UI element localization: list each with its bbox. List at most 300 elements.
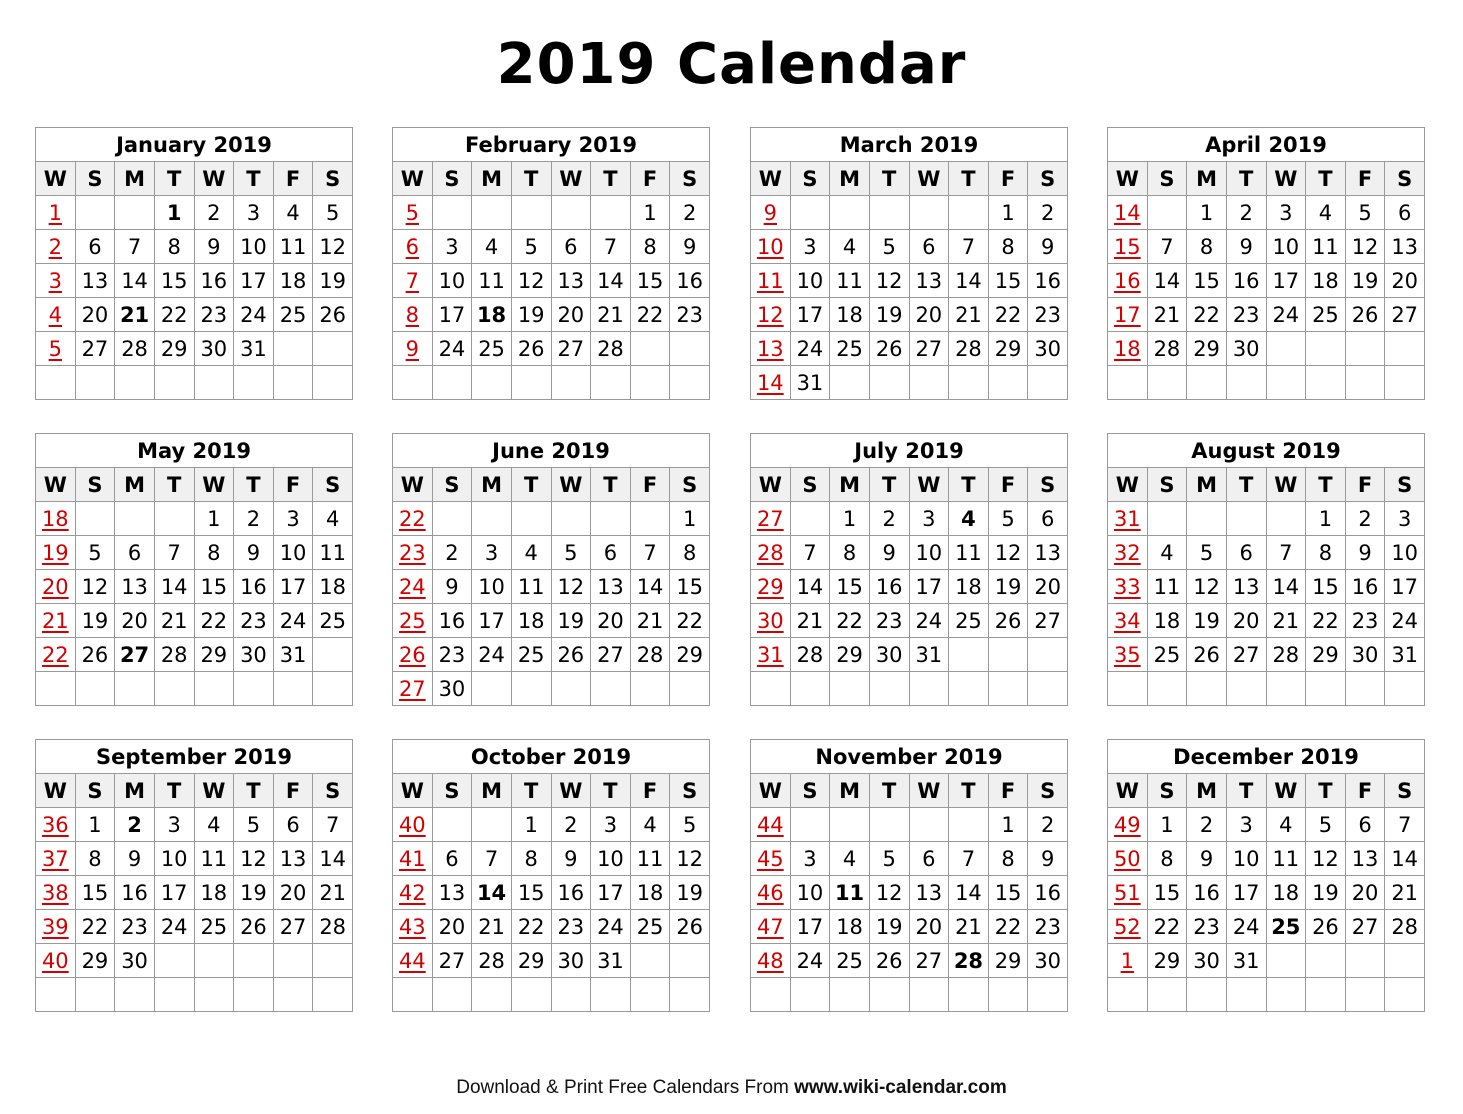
day-cell: 27 xyxy=(909,944,949,978)
week-number-link[interactable]: 34 xyxy=(1108,604,1148,638)
day-cell: 26 xyxy=(1306,910,1346,944)
weekday-header: S xyxy=(670,774,710,808)
day-cell: 8 xyxy=(1306,536,1346,570)
week-number-link xyxy=(751,978,791,1012)
day-cell: 14 xyxy=(790,570,830,604)
day-cell: 20 xyxy=(75,298,115,332)
day-cell: 29 xyxy=(511,944,551,978)
day-cell: 13 xyxy=(591,570,631,604)
week-row xyxy=(1108,876,1425,910)
day-cell: 19 xyxy=(313,264,353,298)
day-cell: 2 xyxy=(1187,808,1227,842)
day-cell xyxy=(511,502,551,536)
day-cell: 2 xyxy=(1028,808,1068,842)
week-number-link[interactable]: 18 xyxy=(36,502,76,536)
weekday-header: W xyxy=(909,162,949,196)
day-cell: 8 xyxy=(830,536,870,570)
week-number-link[interactable]: 38 xyxy=(36,876,76,910)
day-cell: 8 xyxy=(1147,842,1187,876)
day-cell: 4 xyxy=(511,536,551,570)
day-cell: 31 xyxy=(909,638,949,672)
week-row xyxy=(1108,842,1425,876)
day-cell: 5 xyxy=(1345,196,1385,230)
week-number-link[interactable]: 52 xyxy=(1108,910,1148,944)
day-cell: 15 xyxy=(75,876,115,910)
weekday-header: T xyxy=(591,774,631,808)
day-cell xyxy=(1266,978,1306,1012)
week-number-link[interactable]: 37 xyxy=(36,842,76,876)
day-cell: 3 xyxy=(154,808,194,842)
day-cell: 28 xyxy=(949,332,989,366)
day-cell: 14 xyxy=(949,876,989,910)
week-row xyxy=(1108,672,1425,706)
weekday-header: F xyxy=(273,162,313,196)
day-cell xyxy=(1028,978,1068,1012)
day-cell: 14 xyxy=(630,570,670,604)
weekday-header: M xyxy=(472,162,512,196)
day-cell: 30 xyxy=(551,944,591,978)
weekday-header: M xyxy=(115,774,155,808)
day-cell: 4 xyxy=(1147,536,1187,570)
day-cell xyxy=(670,672,710,706)
week-row xyxy=(36,536,353,570)
day-cell xyxy=(630,978,670,1012)
day-cell: 28 xyxy=(1147,332,1187,366)
day-cell: 25 xyxy=(1306,298,1346,332)
day-cell: 12 xyxy=(1187,570,1227,604)
weekday-header: W xyxy=(1266,468,1306,502)
day-cell: 9 xyxy=(1187,842,1227,876)
day-cell: 19 xyxy=(511,298,551,332)
day-cell: 3 xyxy=(472,536,512,570)
day-cell: 15 xyxy=(988,264,1028,298)
day-cell xyxy=(988,978,1028,1012)
week-number-link[interactable]: 51 xyxy=(1108,876,1148,910)
weekday-header: T xyxy=(1306,162,1346,196)
week-number-link[interactable]: 6 xyxy=(393,230,433,264)
week-number-link[interactable]: 33 xyxy=(1108,570,1148,604)
day-cell: 11 xyxy=(1306,230,1346,264)
day-cell: 21 xyxy=(790,604,830,638)
week-number-link[interactable]: 25 xyxy=(393,604,433,638)
month-calendar xyxy=(392,739,710,1012)
weekday-header: F xyxy=(630,162,670,196)
day-cell: 3 xyxy=(909,502,949,536)
week-number-header: W xyxy=(1108,774,1148,808)
day-cell xyxy=(790,672,830,706)
day-cell xyxy=(830,366,870,400)
day-cell xyxy=(75,502,115,536)
week-number-link[interactable]: 26 xyxy=(393,638,433,672)
week-row xyxy=(36,842,353,876)
day-cell: 3 xyxy=(790,842,830,876)
day-cell: 13 xyxy=(273,842,313,876)
day-cell xyxy=(115,502,155,536)
day-cell: 10 xyxy=(472,570,512,604)
day-cell: 25 xyxy=(830,332,870,366)
week-number-link[interactable]: 41 xyxy=(393,842,433,876)
week-number-link[interactable]: 44 xyxy=(393,944,433,978)
month-table xyxy=(750,739,1068,1012)
day-cell: 13 xyxy=(909,264,949,298)
week-row xyxy=(393,808,710,842)
day-cell xyxy=(115,196,155,230)
day-cell: 9 xyxy=(1345,536,1385,570)
day-cell: 30 xyxy=(194,332,234,366)
day-cell xyxy=(1345,978,1385,1012)
week-number-header: W xyxy=(751,468,791,502)
week-row xyxy=(1108,536,1425,570)
day-cell: 29 xyxy=(75,944,115,978)
week-row xyxy=(1108,910,1425,944)
week-number-link[interactable]: 28 xyxy=(751,536,791,570)
weekday-header: T xyxy=(869,468,909,502)
day-cell: 20 xyxy=(909,298,949,332)
week-row xyxy=(1108,570,1425,604)
week-number-link[interactable]: 30 xyxy=(751,604,791,638)
week-number-link[interactable]: 19 xyxy=(36,536,76,570)
week-number-link[interactable]: 3 xyxy=(36,264,76,298)
weekday-header: S xyxy=(790,774,830,808)
day-cell: 22 xyxy=(75,910,115,944)
month-table xyxy=(392,433,710,706)
day-cell: 26 xyxy=(75,638,115,672)
week-row xyxy=(393,604,710,638)
day-cell: 30 xyxy=(234,638,274,672)
day-cell xyxy=(1266,672,1306,706)
week-number-link[interactable]: 40 xyxy=(36,944,76,978)
day-cell: 17 xyxy=(1266,264,1306,298)
day-cell xyxy=(1187,366,1227,400)
day-cell xyxy=(273,944,313,978)
day-cell xyxy=(1226,978,1266,1012)
day-cell xyxy=(1306,332,1346,366)
week-number-link[interactable]: 11 xyxy=(751,264,791,298)
day-cell xyxy=(869,196,909,230)
week-number-link[interactable]: 14 xyxy=(1108,196,1148,230)
day-cell: 4 xyxy=(949,502,989,536)
day-cell: 6 xyxy=(551,230,591,264)
week-row xyxy=(36,332,353,366)
week-number-link[interactable]: 12 xyxy=(751,298,791,332)
week-number-link[interactable]: 46 xyxy=(751,876,791,910)
weekday-header: S xyxy=(75,162,115,196)
week-number-link[interactable]: 18 xyxy=(1108,332,1148,366)
week-number-link[interactable]: 9 xyxy=(393,332,433,366)
week-number-link[interactable]: 1 xyxy=(36,196,76,230)
day-cell: 23 xyxy=(1187,910,1227,944)
week-number-link[interactable]: 20 xyxy=(36,570,76,604)
day-cell xyxy=(591,502,631,536)
day-cell xyxy=(511,978,551,1012)
day-cell: 28 xyxy=(472,944,512,978)
weekday-header: S xyxy=(313,774,353,808)
week-number-link[interactable]: 13 xyxy=(751,332,791,366)
week-number-link[interactable]: 43 xyxy=(393,910,433,944)
day-cell xyxy=(511,366,551,400)
month-table xyxy=(750,433,1068,706)
week-number-link[interactable]: 36 xyxy=(36,808,76,842)
week-number-link[interactable]: 35 xyxy=(1108,638,1148,672)
weekday-header: M xyxy=(830,468,870,502)
day-cell xyxy=(670,332,710,366)
day-cell: 2 xyxy=(670,196,710,230)
week-number-link[interactable]: 47 xyxy=(751,910,791,944)
day-cell xyxy=(909,978,949,1012)
day-cell: 29 xyxy=(1147,944,1187,978)
week-number-link[interactable]: 32 xyxy=(1108,536,1148,570)
day-cell xyxy=(511,196,551,230)
week-number-link[interactable]: 39 xyxy=(36,910,76,944)
day-cell: 21 xyxy=(1385,876,1425,910)
day-cell xyxy=(830,196,870,230)
day-cell xyxy=(1028,638,1068,672)
week-number-link[interactable]: 22 xyxy=(393,502,433,536)
day-cell: 2 xyxy=(115,808,155,842)
day-cell: 24 xyxy=(1385,604,1425,638)
day-cell: 19 xyxy=(1306,876,1346,910)
weekday-header: S xyxy=(1028,468,1068,502)
week-number-link[interactable]: 31 xyxy=(751,638,791,672)
week-row xyxy=(1108,944,1425,978)
day-cell: 19 xyxy=(869,298,909,332)
week-number-link[interactable]: 14 xyxy=(751,366,791,400)
week-number-link[interactable]: 9 xyxy=(751,196,791,230)
day-cell: 2 xyxy=(234,502,274,536)
week-row xyxy=(393,536,710,570)
day-cell: 15 xyxy=(988,876,1028,910)
week-number-header: W xyxy=(751,162,791,196)
weekday-header: S xyxy=(1385,774,1425,808)
day-cell: 14 xyxy=(1266,570,1306,604)
month-title: December 2019 xyxy=(1108,740,1425,774)
week-number-link[interactable]: 22 xyxy=(36,638,76,672)
weekday-header: S xyxy=(75,774,115,808)
week-row xyxy=(36,604,353,638)
day-cell: 4 xyxy=(194,808,234,842)
day-cell xyxy=(1306,672,1346,706)
day-cell: 7 xyxy=(630,536,670,570)
week-row xyxy=(36,502,353,536)
day-cell xyxy=(790,196,830,230)
week-number-link[interactable]: 31 xyxy=(1108,502,1148,536)
weekday-header: S xyxy=(1385,162,1425,196)
day-cell xyxy=(1385,366,1425,400)
day-cell: 5 xyxy=(1306,808,1346,842)
day-cell: 6 xyxy=(115,536,155,570)
week-number-link[interactable]: 49 xyxy=(1108,808,1148,842)
week-row xyxy=(1108,604,1425,638)
month-table xyxy=(35,739,353,1012)
week-row xyxy=(36,944,353,978)
day-cell: 16 xyxy=(234,570,274,604)
weekday-header: T xyxy=(154,774,194,808)
month-table xyxy=(35,433,353,706)
week-number-link[interactable]: 16 xyxy=(1108,264,1148,298)
day-cell: 16 xyxy=(1028,264,1068,298)
week-number-link[interactable]: 4 xyxy=(36,298,76,332)
week-number-link[interactable]: 44 xyxy=(751,808,791,842)
day-cell xyxy=(988,672,1028,706)
day-cell xyxy=(591,672,631,706)
week-number-link[interactable]: 23 xyxy=(393,536,433,570)
week-number-link[interactable]: 5 xyxy=(393,196,433,230)
week-row xyxy=(751,536,1068,570)
day-cell xyxy=(1147,672,1187,706)
day-cell: 11 xyxy=(1266,842,1306,876)
day-cell: 21 xyxy=(949,910,989,944)
weekday-header: W xyxy=(1266,774,1306,808)
day-cell xyxy=(988,638,1028,672)
day-cell xyxy=(630,332,670,366)
day-cell: 22 xyxy=(830,604,870,638)
weekday-header: T xyxy=(234,162,274,196)
day-cell: 3 xyxy=(273,502,313,536)
day-cell xyxy=(234,944,274,978)
day-cell: 11 xyxy=(830,876,870,910)
day-cell: 10 xyxy=(234,230,274,264)
week-number-link[interactable]: 17 xyxy=(1108,298,1148,332)
day-cell: 3 xyxy=(790,230,830,264)
week-row xyxy=(36,264,353,298)
day-cell: 1 xyxy=(1306,502,1346,536)
day-cell: 3 xyxy=(1385,502,1425,536)
week-number-link[interactable]: 48 xyxy=(751,944,791,978)
week-row xyxy=(393,366,710,400)
week-row xyxy=(36,876,353,910)
week-number-link[interactable]: 10 xyxy=(751,230,791,264)
weekday-header: T xyxy=(1226,162,1266,196)
week-number-link[interactable]: 7 xyxy=(393,264,433,298)
day-cell xyxy=(1266,944,1306,978)
month-calendar xyxy=(750,739,1068,1012)
day-cell: 24 xyxy=(790,332,830,366)
week-number-link[interactable]: 42 xyxy=(393,876,433,910)
day-cell xyxy=(949,978,989,1012)
day-cell xyxy=(551,366,591,400)
day-cell: 16 xyxy=(551,876,591,910)
day-cell: 24 xyxy=(432,332,472,366)
week-row xyxy=(393,672,710,706)
weekday-header: T xyxy=(949,774,989,808)
week-row xyxy=(1108,366,1425,400)
day-cell: 17 xyxy=(790,298,830,332)
weekday-header: T xyxy=(1226,468,1266,502)
day-cell xyxy=(472,502,512,536)
day-cell: 16 xyxy=(1187,876,1227,910)
day-cell xyxy=(591,366,631,400)
day-cell: 26 xyxy=(551,638,591,672)
month-calendar xyxy=(1107,127,1425,400)
week-row xyxy=(751,944,1068,978)
week-number-header: W xyxy=(36,468,76,502)
week-number-link[interactable]: 21 xyxy=(36,604,76,638)
week-number-link[interactable]: 15 xyxy=(1108,230,1148,264)
week-row xyxy=(751,638,1068,672)
day-cell xyxy=(432,366,472,400)
day-cell: 29 xyxy=(1187,332,1227,366)
day-cell xyxy=(1345,944,1385,978)
footer-site-link[interactable]: www.wiki-calendar.com xyxy=(794,1077,1007,1098)
weekday-header: S xyxy=(75,468,115,502)
day-cell xyxy=(1147,502,1187,536)
week-number-link[interactable]: 1 xyxy=(1108,944,1148,978)
week-number-link[interactable]: 2 xyxy=(36,230,76,264)
day-cell: 21 xyxy=(591,298,631,332)
weekday-header: S xyxy=(790,468,830,502)
day-cell: 8 xyxy=(988,230,1028,264)
day-cell: 22 xyxy=(1306,604,1346,638)
day-cell: 8 xyxy=(630,230,670,264)
week-row xyxy=(393,638,710,672)
weekday-header: W xyxy=(551,162,591,196)
weekday-header: T xyxy=(949,162,989,196)
week-number-link[interactable]: 27 xyxy=(393,672,433,706)
day-cell: 8 xyxy=(511,842,551,876)
week-number-link[interactable]: 45 xyxy=(751,842,791,876)
weekday-header: W xyxy=(909,468,949,502)
day-cell: 31 xyxy=(273,638,313,672)
day-cell: 24 xyxy=(790,944,830,978)
day-cell: 9 xyxy=(234,536,274,570)
day-cell xyxy=(313,366,353,400)
day-cell: 24 xyxy=(234,298,274,332)
weekday-header: T xyxy=(869,774,909,808)
day-cell: 27 xyxy=(115,638,155,672)
week-row xyxy=(393,230,710,264)
day-cell: 18 xyxy=(313,570,353,604)
day-cell: 10 xyxy=(591,842,631,876)
weekday-header: T xyxy=(949,468,989,502)
day-cell: 20 xyxy=(273,876,313,910)
week-number-link[interactable]: 27 xyxy=(751,502,791,536)
day-cell: 26 xyxy=(511,332,551,366)
day-cell xyxy=(1187,502,1227,536)
day-cell xyxy=(630,672,670,706)
week-number-link[interactable]: 50 xyxy=(1108,842,1148,876)
day-cell: 3 xyxy=(1266,196,1306,230)
week-number-link[interactable]: 24 xyxy=(393,570,433,604)
weekday-header: T xyxy=(234,468,274,502)
day-cell xyxy=(869,366,909,400)
day-cell: 10 xyxy=(790,876,830,910)
day-cell: 10 xyxy=(1385,536,1425,570)
week-number-link[interactable]: 5 xyxy=(36,332,76,366)
month-title: September 2019 xyxy=(36,740,353,774)
day-cell xyxy=(670,978,710,1012)
day-cell xyxy=(511,672,551,706)
week-number-link[interactable]: 29 xyxy=(751,570,791,604)
day-cell xyxy=(551,196,591,230)
day-cell: 7 xyxy=(1147,230,1187,264)
day-cell: 2 xyxy=(194,196,234,230)
day-cell: 16 xyxy=(869,570,909,604)
day-cell: 14 xyxy=(154,570,194,604)
day-cell xyxy=(790,808,830,842)
week-row xyxy=(1108,196,1425,230)
day-cell xyxy=(75,672,115,706)
week-row xyxy=(36,910,353,944)
weekday-header: F xyxy=(1345,468,1385,502)
day-cell: 11 xyxy=(630,842,670,876)
week-number-header: W xyxy=(36,774,76,808)
day-cell: 29 xyxy=(1306,638,1346,672)
week-number-link[interactable]: 40 xyxy=(393,808,433,842)
week-number-link[interactable]: 8 xyxy=(393,298,433,332)
day-cell: 11 xyxy=(472,264,512,298)
weekday-header: S xyxy=(313,162,353,196)
day-cell xyxy=(551,978,591,1012)
